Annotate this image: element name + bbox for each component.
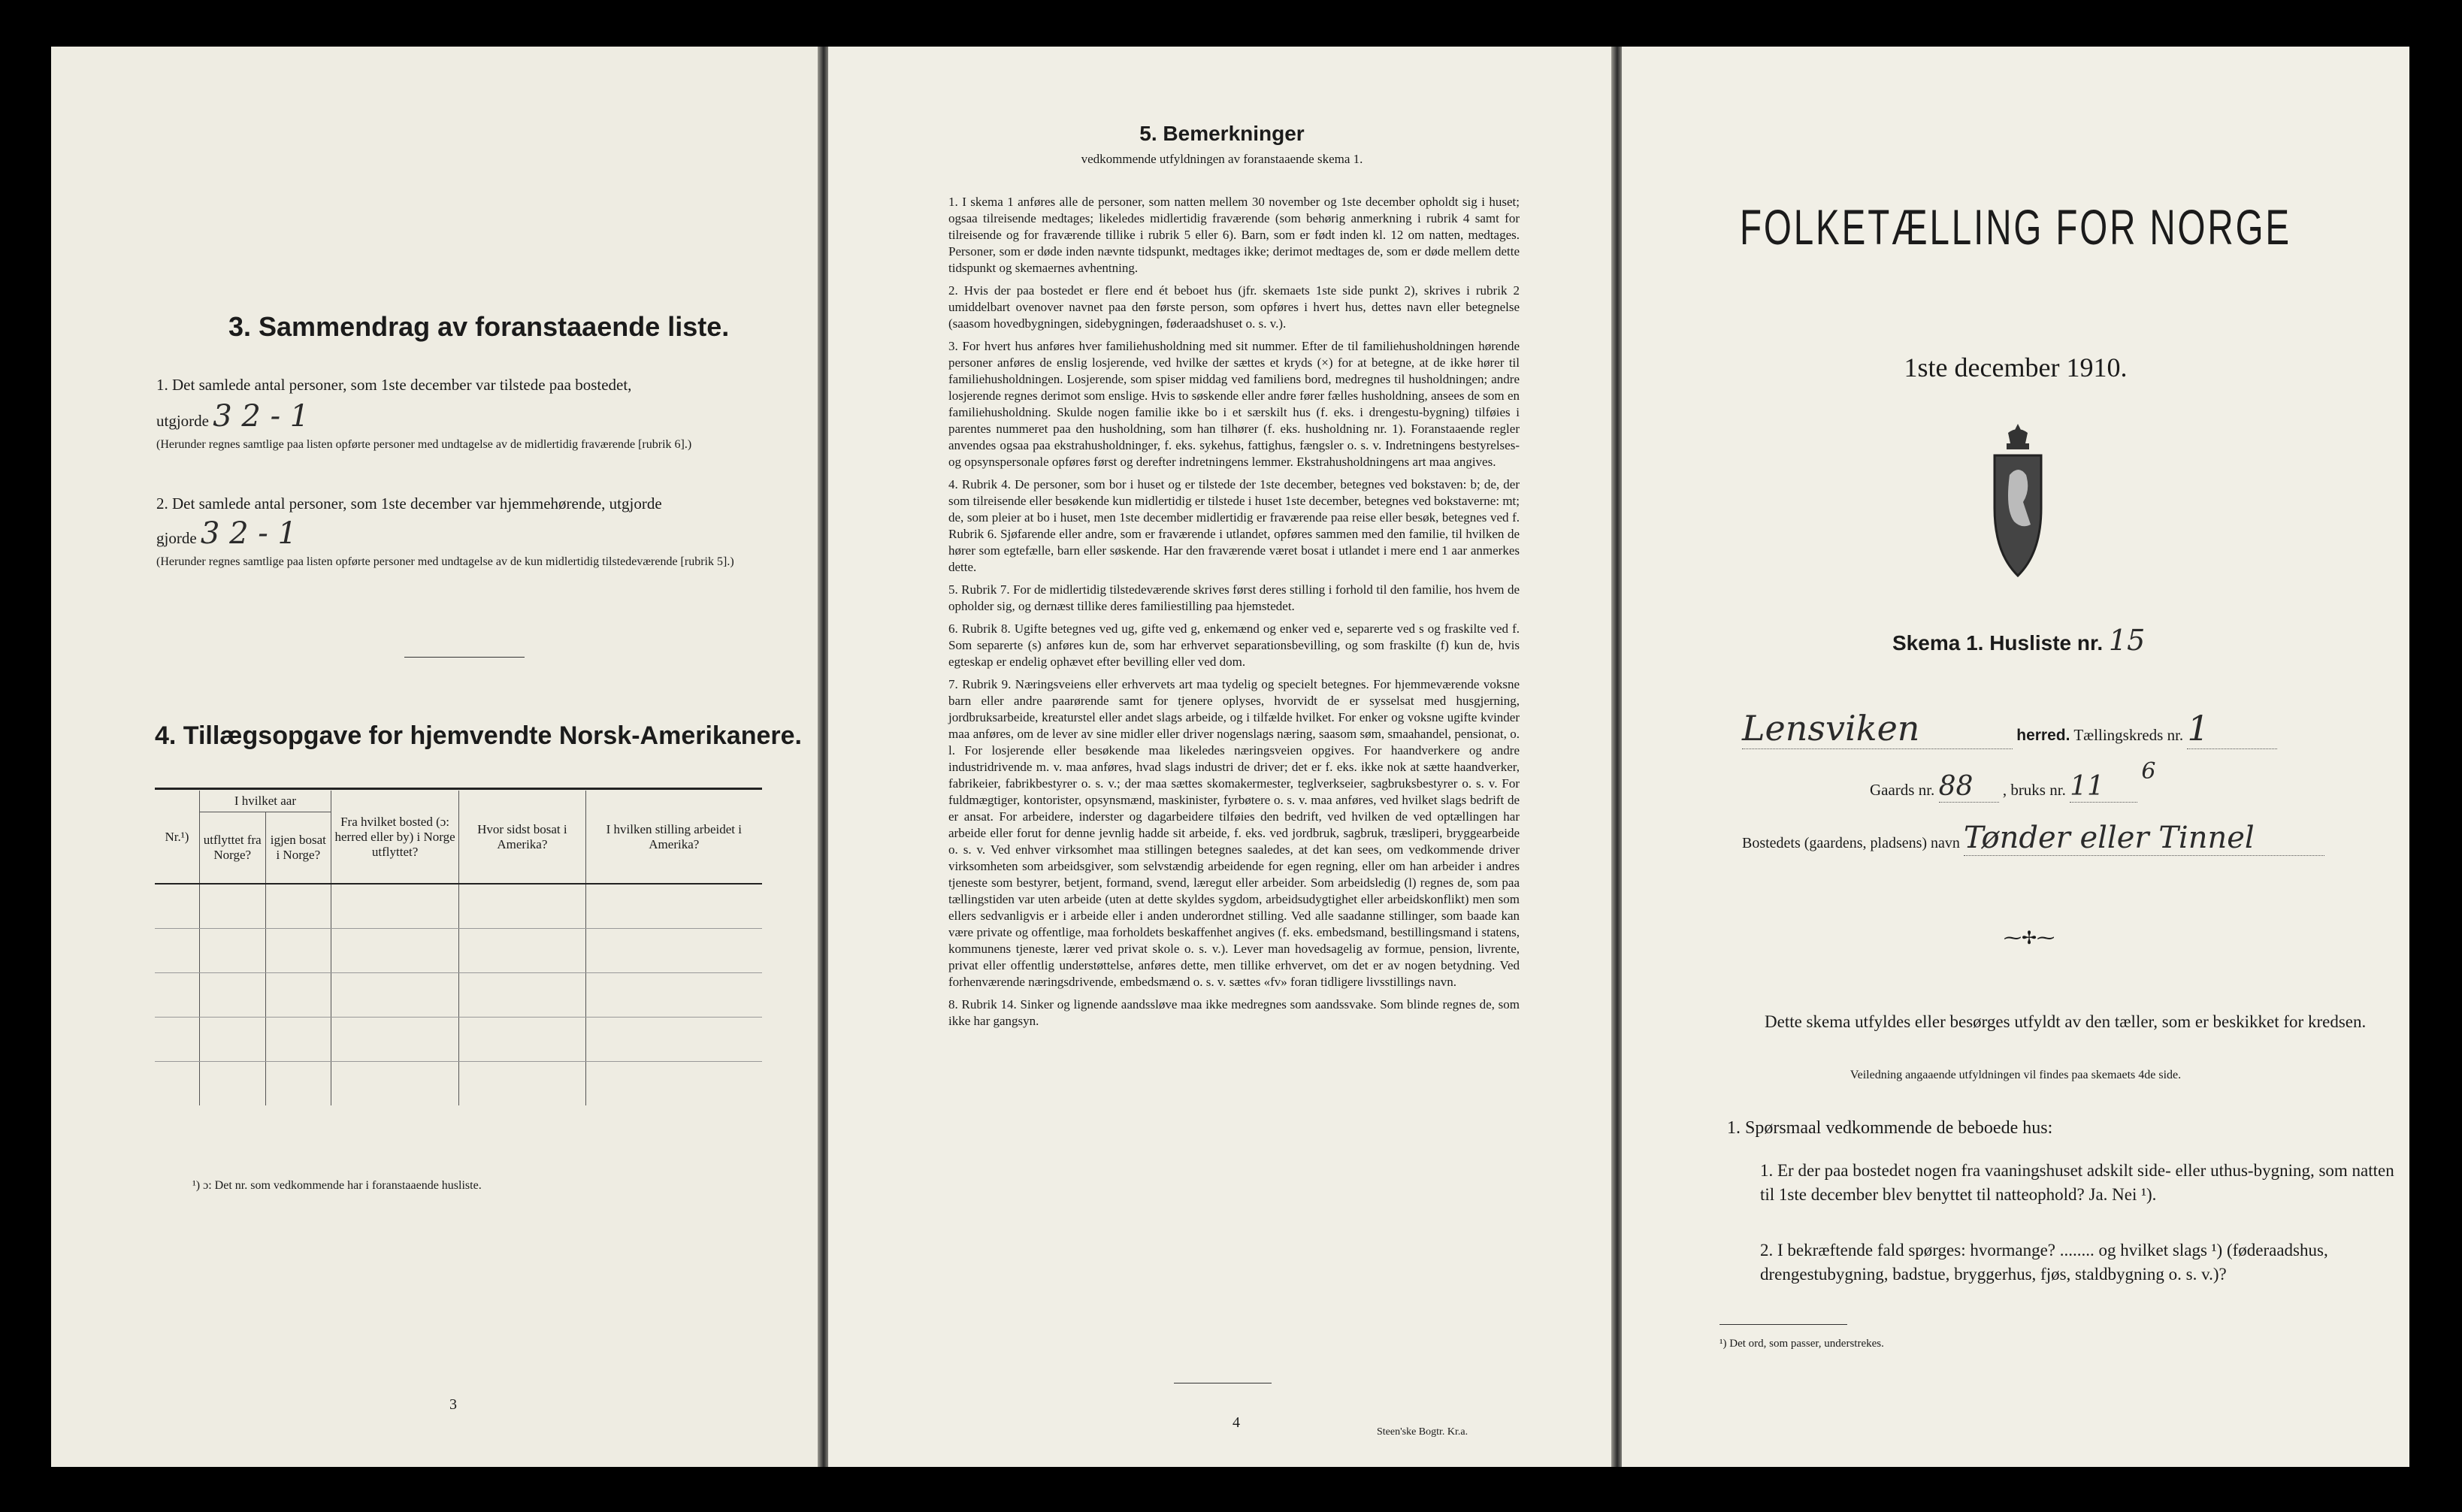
bosted-line (1742, 821, 2396, 856)
table-top-rule (155, 788, 762, 790)
col-last-residence: Hvor sidst bosat i Amerika? (459, 791, 585, 884)
divider (1719, 1324, 1847, 1325)
left-page (51, 47, 819, 1467)
question-2: 2. I bekræftende fald spørges: hvormange? ........ og hvilket slags ¹) (føderaadshus, drengestubygning, badstue, bryggerhus, fjøs, staldbygning o. s. v.)? (1760, 1241, 2328, 1284)
col-returned: igjen bosat i Norge? (265, 812, 331, 885)
schema-label: Skema 1. Husliste nr. 15 (1892, 624, 2146, 657)
page-number: 4 (1233, 1414, 1240, 1431)
col-group-year: I hvilket aar (199, 791, 331, 812)
gaards-label: Gaards nr. (1870, 781, 1935, 799)
col-nr: Nr.¹) (155, 791, 199, 884)
printer-mark: Steen'ske Bogtr. Kr.a. (1377, 1426, 1468, 1438)
bosted-label: Bostedets (gaardens, pladsens) navn (1742, 835, 1960, 851)
col-from-where: Fra hvilket bosted (ɔ: herred eller by) i Norge utflyttet? (331, 791, 459, 884)
table-row (155, 884, 762, 929)
right-page (1622, 47, 2409, 1467)
remark-item: 4. Rubrik 4. De personer, som bor i huset og er tilstede der 1ste december, betegnes ved bokstaven: b; de, der som tilreisende eller besøkende kun midlertidig er tilstede i huset 1ste december, betegnes ved bokstaverne: mt; de, som pleier at bo i huset, men 1ste december midlertidig er fraværende paa reise eller besøk, betegnes ved f. Rubrik 6. Sjøfarende eller andre, som er fraværende i utlandet, opføres sammen med den familie, til hvilken de hører som egtefælle, barn eller søskende. Har den fraværende været bosat i utlandet i mere end 1 aar anmerkes dette. (948, 477, 1520, 574)
remark-item: 5. Rubrik 7. For de midlertidig tilstedeværende skrives først deres stilling i forhold til den familie, hos hvem de opholder sig, og dernæst tillike deres familiestilling paa hjemstedet. (948, 582, 1520, 613)
item1-handwritten-value: 3 2 - 1 (213, 399, 310, 434)
item2-text: 2. Det samlede antal personer, som 1ste december var hjemmehørende, utgjorde (156, 494, 662, 513)
bruks-value: 11 (2070, 771, 2137, 803)
remark-item: 2. Hvis der paa bostedet er flere end ét beboet hus (jfr. skemaets 1ste side punkt 2), skrives i rubrik 2 umiddelbart ovenover navnet paa den første person, som opføres i hvert hus, dettes navn eller betegnelse (saasom hovedbygningen, sidebygningen, føderaadshuset o. s. v.). (948, 283, 1520, 331)
remark-item: 3. For hvert hus anføres hver familiehusholdning med sit nummer. Efter de til familiehusholdningen hørende personer anføres de enslig losjerende, ved hvilke der sættes et kryds (×) for at betegne, at de ikke hører til familiehusholdningen. Losjerende, som spiser middag ved familiens bord, medregnes til husholdningen; andre losjerende regnes derimot som enslige. Hvis to søskende eller andre fører fælles husholdning, ansees de som en familiehusholdning. Skulde nogen familie ikke bo i et særskilt hus (f. eks. i drengestu-bygning) tilføies i parentes nummeret paa den husholdning, som han tilhører (f. eks. husholdning nr. 1). Foranstaaende regler anvendes ogsaa paa ekstrahusholdninger, f. eks. sykehus, fattighus, fængsler o. s. v. Indretningens bestyrelses- og opsynspersonale opføres først og derefter indretningens lemmer. Ekstrahusholdningens art maa angives. (948, 339, 1520, 469)
item2-prefix: gjorde (156, 529, 197, 547)
gaards-value: 88 (1939, 771, 1999, 803)
item1-prefix: utgjorde (156, 412, 209, 430)
footnote: ¹) Det ord, som passer, understrekes. (1719, 1338, 1884, 1350)
remarks-title: 5. Bemerkninger (1139, 122, 1305, 145)
item2-note: (Herunder regnes samtlige paa listen opførte personer med undtagelse av de kun midlertidig tilstedeværende [rubrik 5].) (156, 555, 734, 568)
ornament-icon: ⁓✢⁓ (2004, 929, 2055, 948)
bosted-value: Tønder eller Tinnel (1964, 821, 2324, 856)
table-row (155, 929, 762, 973)
census-title: FOLKETÆLLING FOR NORGE (1739, 199, 2292, 255)
bruks-extra: 6 (2141, 758, 2156, 785)
remark-item: 1. I skema 1 anføres alle de personer, som natten mellem 30 november og 1ste december opholdt sig i huset; ogsaa tilreisende medtages; likeledes midlertidig fraværende (som behørig anmerkning i rubrik 4 samt for tilreisende og for fraværende tillike i rubrik 5 eller 6). Barn, som er født inden kl. 12 om natten, medtages. Personer, som er døde inden nævnte tidspunkt, medtages ikke; derimot medtages de, som er døde mellem dette tidspunkt og skemaernes avhentning. (948, 195, 1520, 275)
questions-heading: 1. Spørsmaal vedkommende de beboede hus: (1727, 1118, 2053, 1138)
remark-item: 8. Rubrik 14. Sinker og lignende aandssløve maa ikke medregnes som aandssvake. Som blinde regnes de, som ikke har gangsyn. (948, 997, 1520, 1028)
item1-text: 1. Det samlede antal personer, som 1ste december var tilstede paa bostedet, (156, 376, 632, 394)
norsk-amerikanere-table (155, 791, 762, 1105)
question-1: 1. Er der paa bostedet nogen fra vaaningshuset adskilt side- eller uthus-bygning, som natten til 1ste december blev benyttet til natteophold? Ja. Nei ¹). (1760, 1161, 2394, 1204)
guide-text: Veiledning angaaende utfyldningen vil findes paa skemaets 4de side. (1850, 1069, 2182, 1081)
item1-note: (Herunder regnes samtlige paa listen opførte personer med undtagelse av de midlertidig fraværende [rubrik 6].) (156, 438, 692, 451)
table-row (155, 1062, 762, 1106)
husliste-nr-value: 15 (2108, 624, 2146, 657)
table-row (155, 973, 762, 1018)
section3-title: 3. Sammendrag av foranstaaende liste. (228, 311, 730, 342)
section4-title: 4. Tillægsopgave for hjemvendte Norsk-Amerikanere. (155, 721, 802, 750)
herred-label: herred. (2016, 727, 2070, 744)
summary-item-2 (156, 493, 743, 570)
bruks-label: , bruks nr. (2002, 781, 2066, 799)
kreds-label: Tællingskreds nr. (2073, 726, 2184, 744)
herred-value: Lensviken (1742, 708, 2013, 749)
divider (404, 657, 525, 658)
remark-item: 7. Rubrik 9. Næringsveiens eller erhvervets art maa tydelig og specielt betegnes. For hjemmeværende voksne barn eller andre paarørende samt for tjenere oplyses, hvorvidt de er sysselsat med husgjerning, jordbruksarbeide, kreaturstel eller andet slags arbeide, og i tilfælde hvilket. For enker og voksne ugifte kvinder maa anføres, om de lever av sine midler eller driver nogenslags næring, saasom søm, smaahandel, pensionat, o. l. For losjerende eller besøkende maa likeledes næringsveien opgives. For haandverkere og andre industridrivende m. v. maa anføres, hvad slags industri de driver; det er f. eks. ikke nok at sætte haandverker, fabrikeier, fabrikbestyrer o. s. v.; der maa sættes skomakermester, teglverkseier, sagbruksbestyrer o. s. v. For fuldmægtiger, kontorister, opsynsmænd, maskinister, fyrbøtere o. s. v. maa anføres, ved hvilket slags bedrift de er ansat. For arbeidere, inderster og dagarbeidere tilføies den bedrift, ved hvilken de ved optællingen har arbeide eller forut for denne jevnlig hadde sit arbeide, f. eks. ved jordbruk, sagbruk, træsliperi, bryggearbeide o. s. v. Ved enhver virksomhet maa stillingen betegnes saaledes, at det kan sees, om vedkommende driver virksomheten som arbeidsgiver, som selvstændig arbeidende for egen regning, eller om han arbeider i andres tjeneste som bestyrer, betjent, formand, svend, læregut eller arbeider. Som arbeidsledig (l) regnes de, som paa tællingstiden var uten arbeide (uten at dette skyldes sygdom, arbeidsudygtighet eller arbeidskonflikt) men som ellers sedvanligvis er i arbeide eller i anden underordnet stilling. Ved alle saadanne stillinger, som baade kan være private og offentlige, maa forholdets beskaffenhet angives (f. eks. embedsmand, bestillingsmand i statens, kommunens tjeneste, lærer ved privat skole o. s. v.). Lever man hovedsagelig av formue, pension, livrente, privat eller offentlig understøttelse, anføres dette, men tillike erhvervet, om det er av nogen betydning. Ved forhenværende næringsdrivende, embedsmænd o. s. v. sættes «fv» foran tidligere livsstillings navn. (948, 677, 1520, 989)
kreds-value: 1 (2187, 708, 2277, 749)
remark-item: 6. Rubrik 8. Ugifte betegnes ved ug, gifte ved g, enkemænd og enker ved e, separerte ved s og fraskilte ved f. Som separerte (s) anføres kun de, som har erhvervet separationsbevilling, og som fraskilte (f) kun de, hvis egteskap er endelig ophævet efter bevilling eller ved dom. (948, 621, 1520, 669)
col-occupation: I hvilken stilling arbeidet i Amerika? (585, 791, 762, 884)
gaards-line (1870, 758, 2156, 803)
col-emigrated: utflyttet fra Norge? (199, 812, 265, 885)
middle-page (828, 47, 1616, 1467)
herred-line (1742, 708, 2396, 749)
census-date: 1ste december 1910. (1904, 352, 2128, 383)
remarks-list (948, 194, 1520, 1036)
coat-of-arms-icon (1987, 422, 2049, 580)
table-row (155, 1018, 762, 1062)
remarks-subtitle: vedkommende utfyldningen av foranstaaende skema 1. (1081, 152, 1363, 166)
item2-handwritten-value: 3 2 - 1 (200, 516, 297, 551)
page-number: 3 (449, 1396, 457, 1413)
table-footnote: ¹) ɔ: Det nr. som vedkommende har i foranstaaende husliste. (192, 1179, 482, 1192)
intro-text: Dette skema utfyldes eller besørges utfyldt av den tæller, som er beskikket for kredsen. (1765, 1012, 2367, 1031)
summary-item-1 (156, 374, 743, 452)
